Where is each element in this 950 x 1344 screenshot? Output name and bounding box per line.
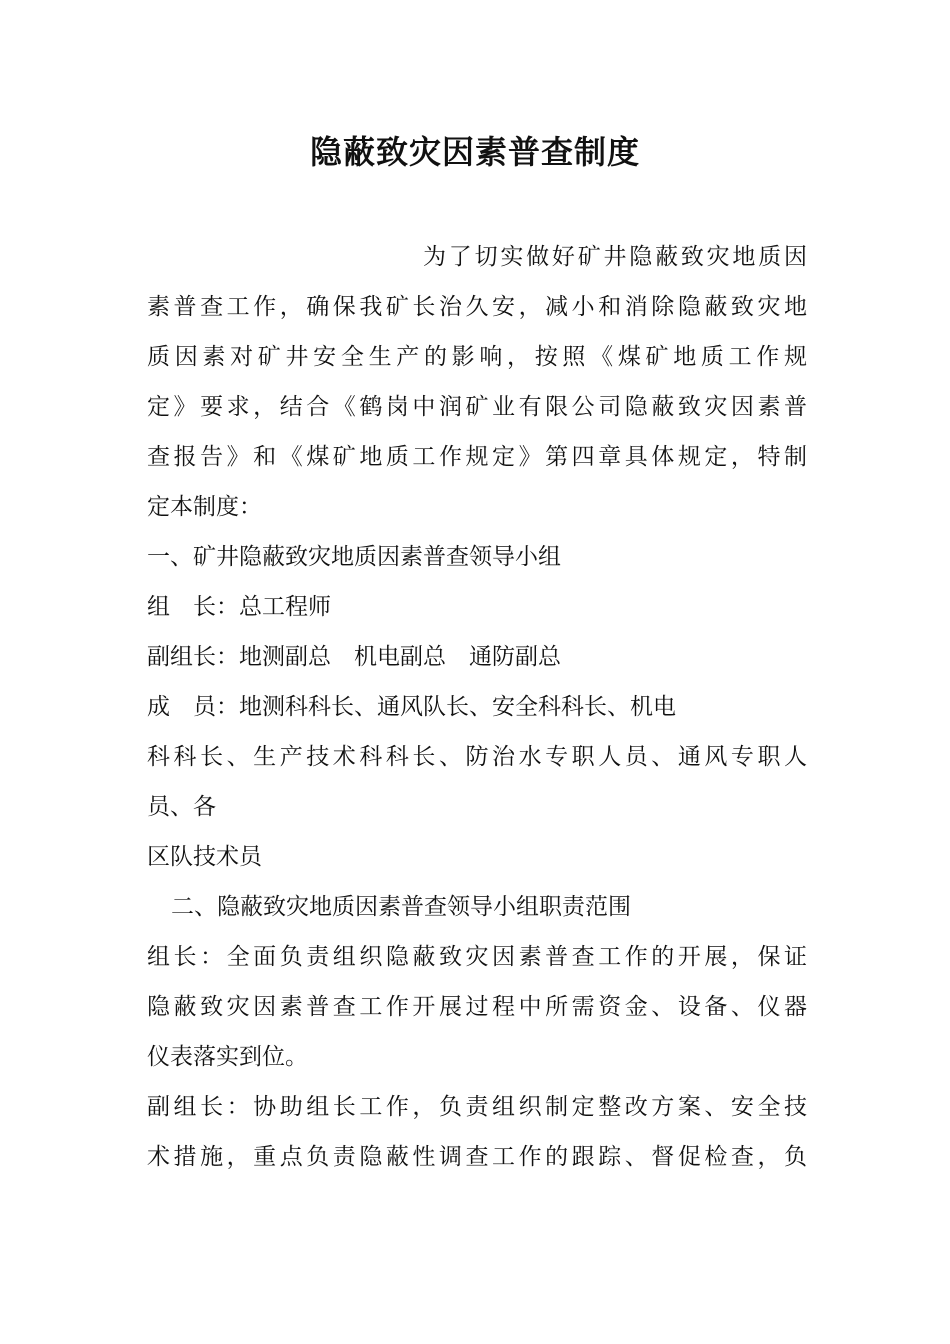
paragraph-line: 副组长：协助组长工作，负责组织制定整改方案、安全技 xyxy=(147,1094,807,1120)
paragraph-line: 素普查工作，确保我矿长治久安，减小和消除隐蔽致灾地 xyxy=(147,294,807,320)
document-title: 隐蔽致灾因素普查制度 xyxy=(309,133,640,171)
paragraph-line: 定本制度： xyxy=(147,494,262,520)
paragraph-line: 为了切实做好矿井隐蔽致灾地质因 xyxy=(423,244,807,270)
paragraph-line: 组长：全面负责组织隐蔽致灾因素普查工作的开展，保证 xyxy=(147,944,807,970)
document-body xyxy=(147,232,807,1182)
paragraph-line: 术措施，重点负责隐蔽性调查工作的跟踪、督促检查，负 xyxy=(147,1144,807,1170)
paragraph-line: 区队技术员 xyxy=(147,844,262,870)
paragraph-line: 员、各 xyxy=(147,794,216,820)
paragraph-line: 定》要求，结合《鹤岗中润矿业有限公司隐蔽致灾因素普 xyxy=(147,394,807,420)
paragraph-line: 成 员：地测科科长、通风队长、安全科科长、机电 xyxy=(147,694,676,720)
paragraph-line: 副组长：地测副总 机电副总 通防副总 xyxy=(147,644,561,670)
paragraph-line: 查报告》和《煤矿地质工作规定》第四章具体规定，特制 xyxy=(147,444,807,470)
paragraph-line: 质因素对矿井安全生产的影响，按照《煤矿地质工作规 xyxy=(147,344,807,370)
paragraph-line: 科科长、生产技术科科长、防治水专职人员、通风专职人 xyxy=(147,744,807,770)
section-heading: 一、矿井隐蔽致灾地质因素普查领导小组 xyxy=(147,544,561,570)
paragraph-line: 隐蔽致灾因素普查工作开展过程中所需资金、设备、仪器 xyxy=(147,994,807,1020)
paragraph-line: 组 长：总工程师 xyxy=(147,594,331,620)
section-heading: 二、隐蔽致灾地质因素普查领导小组职责范围 xyxy=(171,894,631,920)
paragraph-line: 仪表落实到位。 xyxy=(147,1044,308,1070)
